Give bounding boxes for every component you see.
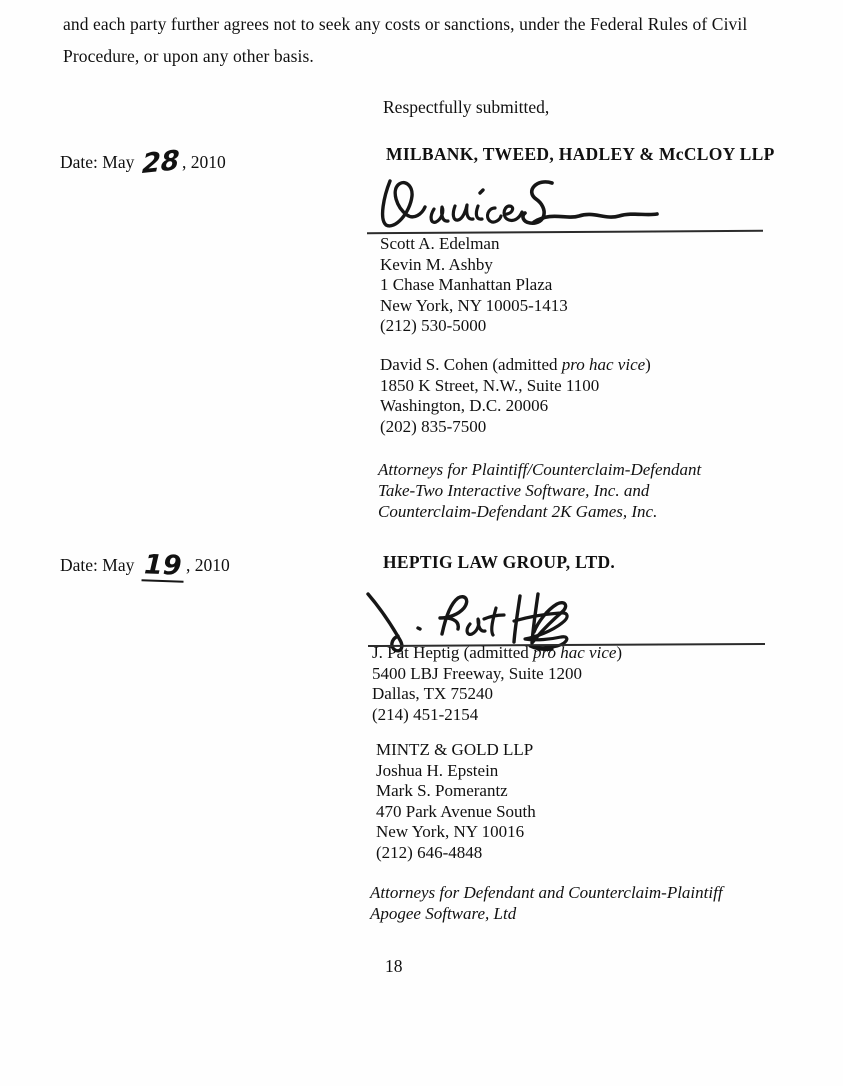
- date-suffix: , 2010: [181, 152, 226, 172]
- attorney-line: Washington, D.C. 20006: [380, 396, 549, 416]
- role-line: Attorneys for Plaintiff/Counterclaim-Defendant: [378, 460, 702, 479]
- firm-name-heptig: HEPTIG LAW GROUP, LTD.: [383, 552, 616, 572]
- cocounsel-line: (212) 646-4848: [376, 842, 483, 862]
- paragraph-line: Procedure, or upon any other basis.: [63, 46, 314, 66]
- handwritten-day-19: 19: [142, 551, 185, 582]
- page-number: 18: [385, 956, 403, 976]
- attorney-line: Dallas, TX 75240: [372, 684, 494, 704]
- handwritten-day-28: 28: [141, 144, 181, 181]
- cohen-name: David S. Cohen (admitted: [380, 355, 562, 374]
- cocounsel-line: MINTZ & GOLD LLP: [376, 740, 534, 759]
- attorney-line: Scott A. Edelman: [380, 234, 500, 253]
- milbank-role-block: [378, 459, 701, 522]
- paragraph-line: and each party further agrees not to seek any costs or sanctions, under the Federal Rules of Civil: [63, 14, 748, 34]
- cocounsel-line: 470 Park Avenue South: [376, 801, 536, 821]
- milbank-attorneys-block: [380, 234, 568, 337]
- cocounsel-line: New York, NY 10016: [376, 822, 525, 842]
- respectfully-submitted: Respectfully submitted,: [383, 97, 550, 117]
- attorney-line: [380, 355, 651, 376]
- attorney-line: 1850 K Street, N.W., Suite 1100: [380, 375, 600, 395]
- heptig-name: J. Pat Heptig (admitted: [372, 643, 534, 662]
- heptig-block: [372, 643, 622, 725]
- role-line: Attorneys for Defendant and Counterclaim-Plaintiff: [370, 883, 723, 902]
- date-line-heptig: [60, 549, 230, 582]
- cocounsel-line: Joshua H. Epstein: [376, 760, 499, 780]
- handwritten-signature-icon: [374, 176, 674, 234]
- attorney-line: Kevin M. Ashby: [380, 254, 493, 274]
- attorney-line: New York, NY 10005-1413: [380, 295, 568, 315]
- mintz-gold-block: [376, 740, 536, 864]
- attorney-line: (212) 530-5000: [380, 316, 487, 336]
- attorney-line: (214) 451-2154: [372, 704, 479, 724]
- firm-name-milbank: MILBANK, TWEED, HADLEY & McCLOY LLP: [386, 144, 775, 164]
- attorney-line: 5400 LBJ Freeway, Suite 1200: [372, 663, 582, 683]
- role-line: Apogee Software, Ltd: [370, 904, 517, 923]
- date-prefix: Date: May: [60, 152, 135, 172]
- attorney-line: 1 Chase Manhattan Plaza: [380, 275, 553, 295]
- role-line: Take-Two Interactive Software, Inc. and: [378, 481, 650, 500]
- cohen-block: [380, 355, 651, 437]
- role-line: Counterclaim-Defendant 2K Games, Inc.: [378, 502, 658, 521]
- cohen-close-paren: ): [645, 355, 651, 374]
- date-suffix: , 2010: [185, 555, 230, 575]
- pro-hac-vice: pro hac vice: [561, 355, 646, 374]
- heptig-role-block: [370, 882, 723, 924]
- closing-paragraph: [63, 8, 803, 72]
- date-prefix: Date: May: [60, 555, 135, 575]
- attorney-line: (202) 835-7500: [380, 416, 487, 436]
- milbank-signature: [374, 176, 674, 234]
- heptig-close-paren: ): [616, 643, 623, 662]
- pro-hac-vice: pro hac vice: [533, 643, 617, 662]
- cocounsel-line: Mark S. Pomerantz: [376, 781, 508, 801]
- attorney-line: [372, 643, 622, 664]
- date-line-milbank: [60, 144, 226, 181]
